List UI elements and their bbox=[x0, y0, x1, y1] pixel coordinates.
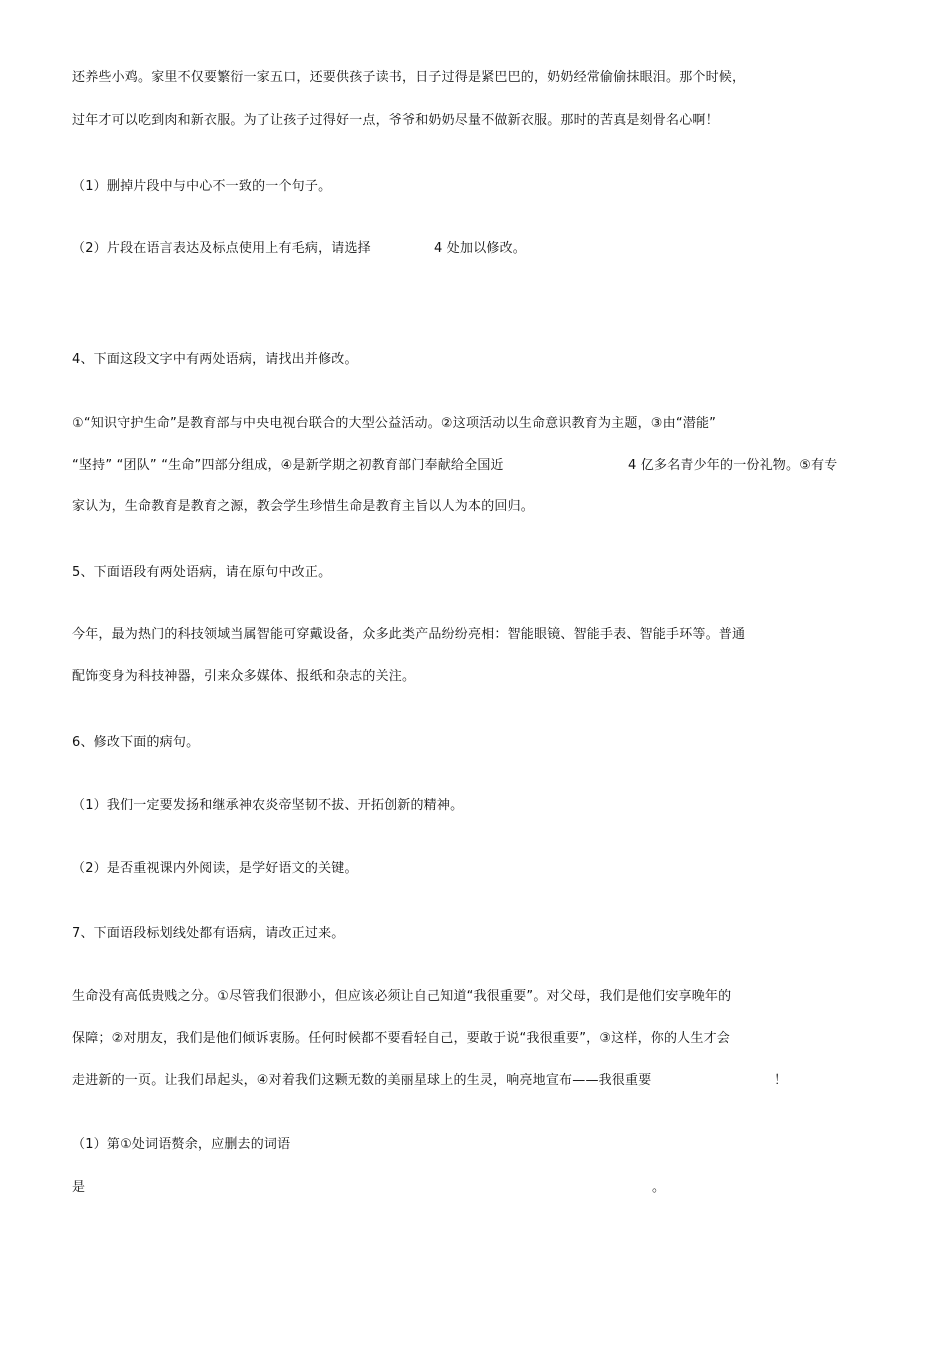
paragraph-line: “坚持” “团队” “生命”四部分组成，④是新学期之初教育部门奉献给全国近 bbox=[72, 458, 504, 473]
paragraph-line: 过年才可以吃到肉和新衣服。为了让孩子过得好一点，爷爷和奶奶尽量不做新衣服。那时的苦真是刻骨名心啊！ bbox=[72, 113, 719, 128]
paragraph-line: 还养些小鸡。家里不仅要繁衍一家五口，还要供孩子读书，日子过得是紧巴巴的，奶奶经常偷偷抹眼泪。那个时候， bbox=[72, 70, 746, 85]
question-item: （1）删掉片段中与中心不一致的一个句子。 bbox=[72, 179, 332, 194]
question-item: （1）第①处词语赘余，应删去的词语 bbox=[72, 1137, 291, 1152]
question-title: 6、修改下面的病句。 bbox=[72, 735, 200, 750]
paragraph-line-tail: ！ bbox=[774, 1073, 788, 1088]
question-item: （2）片段在语言表达及标点使用上有毛病，请选择 bbox=[72, 241, 371, 256]
answer-end-mark: 。 bbox=[652, 1180, 666, 1195]
question-item: （2）是否重视课内外阅读，是学好语文的关键。 bbox=[72, 861, 358, 876]
answer-prefix: 是 bbox=[72, 1180, 86, 1195]
paragraph-line: 配饰变身为科技神器，引来众多媒体、报纸和杂志的关注。 bbox=[72, 669, 416, 684]
paragraph-line: 保障；②对朋友，我们是他们倾诉衷肠。任何时候都不要看轻自己，要敢于说“我很重要”，③这样，你的人生才会 bbox=[72, 1031, 730, 1046]
question-item-tail: 4 处加以修改。 bbox=[434, 241, 527, 256]
paragraph-line: 家认为，生命教育是教育之源，教会学生珍惜生命是教育主旨以人为本的回归。 bbox=[72, 499, 535, 514]
paragraph-line: ①“知识守护生命”是教育部与中央电视台联合的大型公益活动。②这项活动以生命意识教育为主题，③由“潜能” bbox=[72, 416, 717, 431]
paragraph-line: 生命没有高低贵贱之分。①尽管我们很渺小，但应该必须让自己知道“我很重要”。对父母，我们是他们安享晚年的 bbox=[72, 989, 732, 1004]
question-title: 4、下面这段文字中有两处语病，请找出并修改。 bbox=[72, 352, 358, 367]
paragraph-line: 今年，最为热门的科技领域当属智能可穿戴设备，众多此类产品纷纷亮相：智能眼镜、智能手表、智能手环等。普通 bbox=[72, 627, 746, 642]
paragraph-line-tail: 4 亿多名青少年的一份礼物。⑤有专 bbox=[628, 458, 838, 473]
question-item: （1）我们一定要发扬和继承神农炎帝坚韧不拔、开拓创新的精神。 bbox=[72, 798, 464, 813]
paragraph-line: 走进新的一页。让我们昂起头，④对着我们这颗无数的美丽星球上的生灵，响亮地宣布——我很重要 bbox=[72, 1073, 652, 1088]
question-title: 7、下面语段标划线处都有语病，请改正过来。 bbox=[72, 926, 345, 941]
question-title: 5、下面语段有两处语病，请在原句中改正。 bbox=[72, 565, 332, 580]
